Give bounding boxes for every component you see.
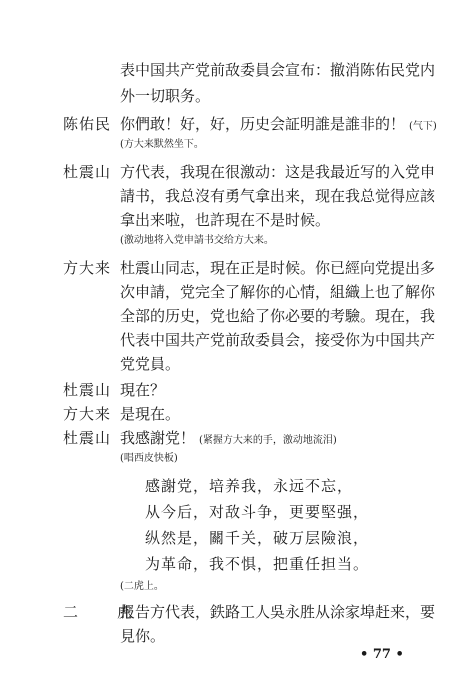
dialogue-line: 方代表，我現在很激动：这是我最近写的入党申	[120, 163, 436, 181]
dialogue-text: 你們敢！好，好，历史会証明誰是誰非的！	[120, 115, 406, 133]
speaker-name: 方大来	[63, 405, 112, 423]
verse-line: 从今后，对敌斗争，更要堅强，	[145, 503, 370, 521]
dialogue-line	[120, 112, 437, 139]
stage-direction: (激动地将入党申請书交给方大来。	[120, 235, 274, 246]
verse-line: 为革命，我不惧，把重任担当。	[145, 555, 370, 573]
dialogue-line	[120, 426, 337, 453]
page-number: • 77 •	[360, 647, 404, 662]
dialogue-line: 次申請，党完全了解你的心情，組織上也了解你	[120, 283, 436, 301]
dialogue-line: 見你。	[120, 627, 166, 645]
stage-direction: (唱西皮快板)	[120, 453, 178, 464]
dialogue-line: 杜震山同志，現在正是时候。你已經向党提出多	[120, 259, 436, 277]
dialogue-line: 报告方代表，鉄路工人吳永胜从涂家埠赶来，要	[120, 603, 436, 621]
text-line: 表中国共产党前敌委員会宣布：撤消陈佑民党内	[120, 61, 436, 79]
dialogue-text: 我感謝党！	[120, 429, 196, 447]
dialogue-line: 代表中国共产党前敌委員会，接受你为中国共产	[120, 331, 436, 349]
dialogue-line: 拿出来啦，也許現在不是时候。	[120, 211, 331, 229]
verse-line: 纵然是，關千关，破万层險浪，	[145, 529, 370, 547]
stage-direction: (方大来默然坐下。	[120, 139, 204, 150]
stage-direction: (紧握方大来的手，激动地流泪)	[199, 435, 337, 446]
stage-direction: (气下)	[409, 121, 437, 132]
dialogue-line: 現在？	[120, 381, 166, 399]
verse-line: 感謝党，培养我，永远不忘，	[145, 477, 354, 495]
speaker-name: 杜震山	[63, 163, 112, 181]
speaker-name: 方大来	[63, 259, 112, 277]
speaker-name: 陈佑民	[63, 115, 112, 133]
dialogue-line: 党党員。	[120, 355, 181, 373]
speaker-name: 杜震山	[63, 429, 112, 447]
dialogue-line: 是現在。	[120, 405, 181, 423]
text-line: 外一切职务。	[120, 87, 211, 105]
speaker-name: 二 虎	[63, 603, 145, 621]
speaker-name: 杜震山	[63, 381, 112, 399]
stage-direction: (二虎上。	[120, 581, 164, 592]
dialogue-line: 全部的历史，党也給了你必要的考驗。現在，我	[120, 307, 436, 325]
dialogue-line: 請书，我总沒有勇气拿出来，现在我总觉得应該	[120, 187, 436, 205]
